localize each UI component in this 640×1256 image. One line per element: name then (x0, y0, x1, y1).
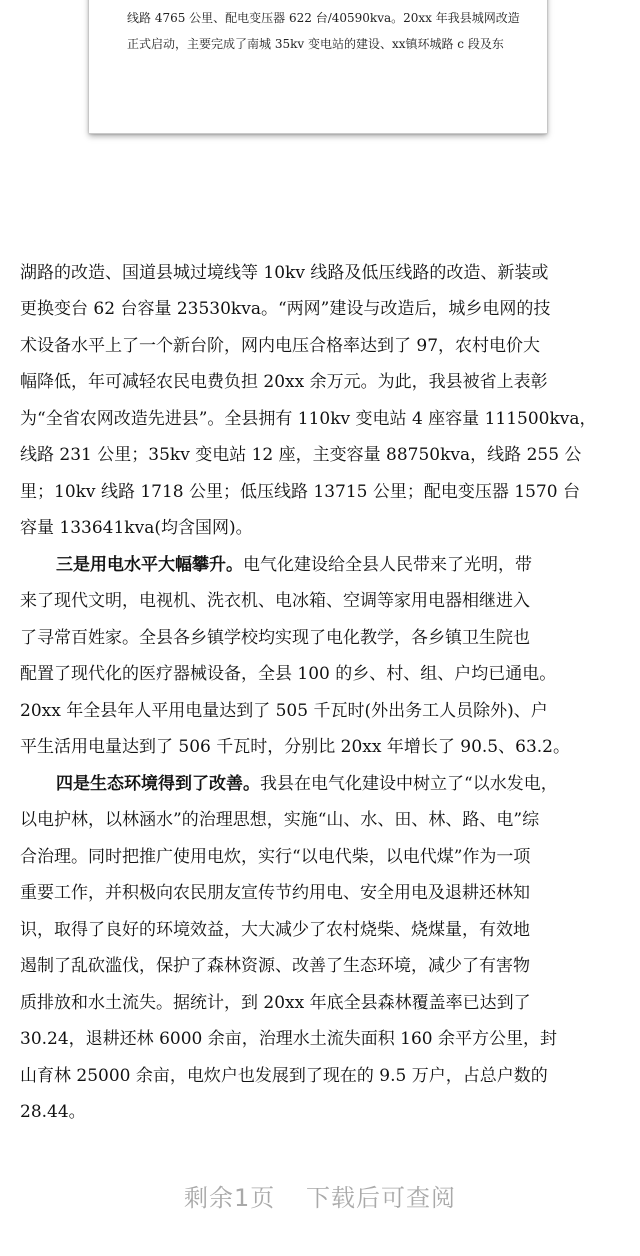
preview-text-line: 正式启动，主要完成了南城 35kv 变电站的建设、xx镇环城路 c 段及东 (127, 37, 504, 51)
paragraph-line: 更换变台 62 台容量 23530kva。“两网”建设与改造后，城乡电网的技 (20, 299, 551, 319)
paragraph-first-line (56, 773, 634, 795)
paragraph-line: 了寻常百姓家。全县各乡镇学校均实现了电化教学，各乡镇卫生院也 (20, 628, 530, 648)
paragraph-line: 为“全省农网改造先进县”。全县拥有 110kv 变电站 4 座容量 111500kva， (20, 409, 597, 429)
paragraph-text: 我县在电气化建设中树立了“以水发电， (260, 774, 558, 794)
paragraph-text: 电气化建设给全县人民带来了光明，带 (243, 555, 532, 575)
paragraph-line: 容量 133641kva(均含国网)。 (20, 518, 253, 538)
paragraph-line: 合治理。同时把推广使用电炊，实行“以电代柴，以电代煤”作为一项 (20, 847, 531, 867)
remaining-pages-count: 剩余1页 (184, 1184, 276, 1212)
preview-text-line: 线路 4765 公里、配电变压器 622 台/40590kva。20xx 年我县城网改造 (127, 11, 520, 25)
paragraph-first-line (56, 554, 634, 576)
paragraph-line: 幅降低，年可减轻农民电费负担 20xx 余万元。为此，我县被省上表彰 (20, 372, 548, 392)
section-heading: 四是生态环境得到了改善。 (56, 774, 260, 794)
section-heading: 三是用电水平大幅攀升。 (56, 555, 243, 575)
preview-page-card (89, 0, 547, 134)
paragraph-line: 山育林 25000 余亩，电炊户也发展到了现在的 9.5 万户，占总户数的 (20, 1066, 548, 1086)
paragraph-line: 质排放和水土流失。据统计，到 20xx 年底全县森林覆盖率已达到了 (20, 993, 531, 1013)
paragraph-line: 术设备水平上了一个新台阶，网内电压合格率达到了 97，农村电价大 (20, 336, 541, 356)
paragraph-line: 30.24，退耕还林 6000 余亩，治理水土流失面积 160 余平方公里，封 (20, 1029, 557, 1049)
paragraph-line: 来了现代文明，电视机、洗衣机、电冰箱、空调等家用电器相继进入 (20, 591, 530, 611)
paragraph-line: 20xx 年全县年人平用电量达到了 505 千瓦时(外出务工人员除外)、户 (20, 701, 548, 721)
paragraph-line: 重要工作，并积极向农民朋友宣传节约用电、安全用电及退耕还林知 (20, 883, 530, 903)
paragraph-line: 湖路的改造、国道县城过境线等 10kv 线路及低压线路的改造、新装或 (20, 263, 549, 283)
paragraph-line: 识，取得了良好的环境效益，大大减少了农村烧柴、烧煤量，有效地 (20, 920, 530, 940)
paragraph-line: 28.44。 (20, 1102, 86, 1122)
paragraph-line: 遏制了乱砍滥伐，保护了森林资源、改善了生态环境，减少了有害物 (20, 956, 530, 976)
remaining-pages-notice[interactable] (0, 1178, 640, 1213)
paragraph-line: 线路 231 公里；35kv 变电站 12 座，主变容量 88750kva，线路 255 公 (20, 445, 582, 465)
paragraph-line: 里；10kv 线路 1718 公里；低压线路 13715 公里；配电变压器 1570 台 (20, 482, 580, 502)
paragraph-line: 平生活用电量达到了 506 千瓦时，分别比 20xx 年增长了 90.5、63.2。 (20, 737, 570, 757)
paragraph-line: 配置了现代化的医疗器械设备，全县 100 的乡、村、组、户均已通电。 (20, 664, 557, 684)
download-to-read-link[interactable]: 下载后可查阅 (305, 1184, 456, 1212)
paragraph-line: 以电护林，以林涵水”的治理思想，实施“山、水、田、林、路、电”综 (20, 810, 540, 830)
